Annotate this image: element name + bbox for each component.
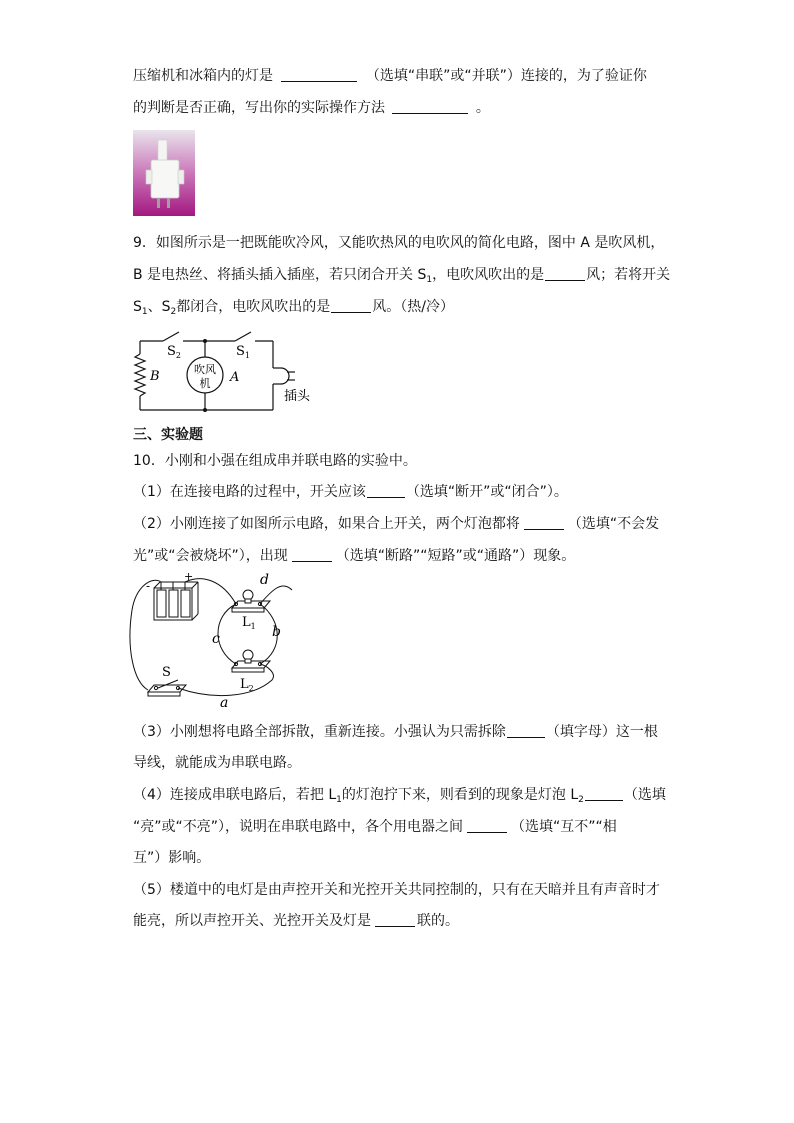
- q10-part-1: [133, 482, 568, 502]
- series-parallel-circuit-drawing: [122, 570, 302, 710]
- answer-blank: [367, 483, 405, 498]
- lamp-label-l1: $L_1$: [242, 615, 256, 631]
- hair-dryer-circuit-diagram: [125, 328, 325, 416]
- q10-text: （1）在连接电路的过程中，开关应该: [133, 484, 366, 500]
- battery-minus-label: -: [146, 579, 151, 593]
- q10-part-5-line-1: [133, 880, 660, 900]
- subscript: 2: [578, 795, 584, 805]
- q10-part-2-line-1: [133, 514, 659, 534]
- wire-label-a: a: [220, 695, 229, 710]
- wire-label-b: b: [272, 624, 281, 640]
- q10-text: 联的。: [417, 913, 459, 929]
- q9-text: 9．如图所示是一把既能吹冷风，又能吹热风的电吹风的简化电路，图中 A 是吹风机，: [133, 235, 665, 251]
- subscript: 1: [141, 307, 148, 317]
- answer-blank: [292, 547, 332, 562]
- q10-part-3-line-2: [133, 753, 301, 773]
- q10-text: 10．小刚和小强在组成串并联电路的实验中。: [133, 453, 417, 469]
- wire-c: [218, 604, 236, 664]
- lamp-l1: [232, 590, 270, 612]
- answer-blank: [467, 818, 507, 833]
- q10-text: （4）连接成串联电路后，若把 L: [133, 787, 337, 803]
- q10-text: （选填“不会发: [567, 516, 660, 532]
- q9-text: 风；若将开关: [586, 267, 671, 283]
- q9-text: B 是电热丝、将插头插入插座，若只闭合开关 S: [133, 267, 427, 283]
- q10-line-1: [133, 451, 417, 471]
- motor-label: 机: [199, 377, 211, 390]
- section-heading: [133, 425, 203, 445]
- answer-blank: [281, 67, 357, 82]
- q9-text: 风。（热/冷）: [372, 299, 454, 315]
- label-s2: $S_2$: [167, 344, 181, 360]
- door-switch-photo: [133, 130, 195, 216]
- q10-part-3-line-1: [133, 722, 658, 742]
- switch-s1-blade: [235, 332, 251, 341]
- answer-blank: [545, 266, 585, 281]
- wire-label-d: d: [260, 572, 269, 588]
- label-a: A: [230, 370, 240, 385]
- switch-s: [148, 680, 186, 696]
- q10-text: （选填“断路”“短路”或“通路”）现象。: [335, 548, 576, 564]
- q10-part-4-line-2: [133, 817, 617, 837]
- q10-text: 能亮，所以声控开关、光控开关及灯是: [133, 913, 371, 929]
- subscript: 1: [336, 795, 342, 805]
- q10-text: （5）楼道中的电灯是由声控开关和光控开关共同控制的，只有在天暗并且有声音时才: [133, 882, 660, 898]
- q10-text: （3）小刚想将电路全部拆散，重新连接。小强认为只需拆除: [133, 724, 506, 740]
- label-b: B: [150, 369, 160, 384]
- q8-text: 压缩机和冰箱内的灯是: [133, 68, 273, 84]
- q9-line-1: [133, 233, 664, 253]
- q10-text: “亮”或“不亮”），说明在串联电路中，各个用电器之间: [133, 819, 464, 835]
- q8-text: 。: [475, 100, 490, 116]
- switch-s2-blade: [163, 332, 179, 341]
- q10-part-4-line-1: [133, 785, 666, 810]
- section-title: 三、实验题: [133, 427, 203, 443]
- q10-part-2-line-2: [133, 546, 575, 566]
- heating-wire-resistor: [135, 354, 145, 396]
- subscript: 1: [426, 275, 433, 285]
- answer-blank: [392, 99, 468, 114]
- wire-label-c: c: [212, 631, 220, 647]
- q9-line-3: [133, 297, 454, 322]
- answer-blank: [524, 515, 564, 530]
- motor-label: 吹风: [194, 363, 216, 376]
- answer-blank: [507, 723, 545, 738]
- q9-text: 都闭合，电吹风吹出的是: [176, 299, 331, 315]
- q10-text: （选填“互不”“相: [511, 819, 617, 835]
- subscript: 2: [170, 307, 177, 317]
- answer-blank: [585, 786, 623, 801]
- q8-line-1: [133, 66, 647, 86]
- q10-part-4-line-3: [133, 848, 210, 868]
- q9-text: S: [133, 299, 142, 315]
- q10-text: 的灯泡拧下来，则看到的现象是灯泡 L: [341, 787, 579, 803]
- switch-label-s: S: [162, 665, 171, 680]
- battery-pack: [154, 582, 198, 620]
- plug-symbol: [281, 368, 289, 384]
- q10-text: （2）小刚连接了如图所示电路，如果合上开关，两个灯泡都将: [133, 516, 520, 532]
- q10-text: 互”）影响。: [133, 850, 211, 866]
- label-s1: $S_1$: [236, 344, 250, 360]
- q10-part-5-line-2: [133, 911, 459, 931]
- q10-text: （填字母）这一根: [545, 724, 658, 740]
- answer-blank: [331, 298, 371, 313]
- lamp-label-l2: $L_2$: [240, 677, 254, 693]
- q9-text: ，电吹风吹出的是: [432, 267, 545, 283]
- q10-text: 光”或“会被烧坏”），出现: [133, 548, 288, 564]
- q10-text: （选填“断开”或“闭合”）。: [405, 484, 568, 500]
- plug-label: 插头: [284, 389, 311, 404]
- answer-blank: [375, 912, 415, 927]
- battery-plus-label: +: [184, 570, 194, 583]
- q8-text: 的判断是否正确，写出你的实际操作方法: [133, 100, 385, 116]
- q8-line-2: [133, 98, 490, 118]
- q10-text: 导线，就能成为串联电路。: [133, 755, 301, 771]
- q8-text: （选填“串联”或“并联”）连接的，为了验证你: [365, 68, 647, 84]
- q9-text: 、S: [147, 299, 171, 315]
- q9-line-2: [133, 265, 670, 290]
- q10-text: （选填: [623, 787, 666, 803]
